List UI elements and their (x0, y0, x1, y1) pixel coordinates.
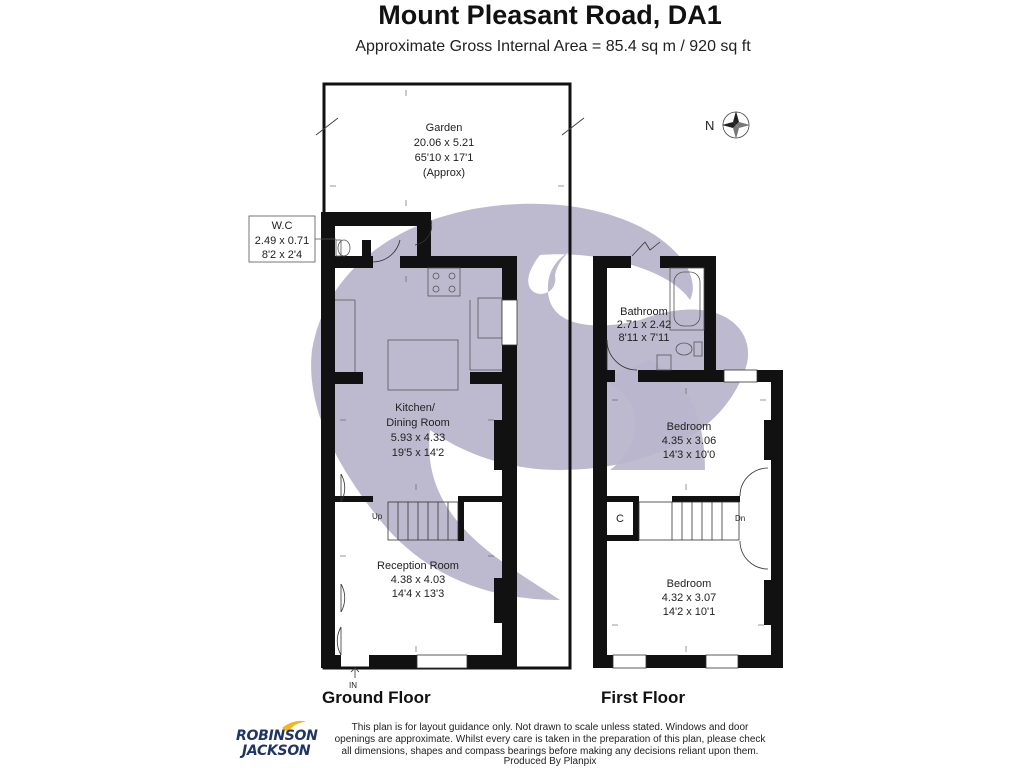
first-floor-label: First Floor (601, 688, 686, 707)
boundary-break-right (562, 118, 584, 135)
cupboard-label: C (616, 513, 624, 525)
logo-line-2: JACKSON (242, 743, 311, 759)
bathroom-metric: 2.71 x 2.42 (616, 319, 672, 331)
bathroom-name: Bathroom (620, 306, 668, 318)
agent-logo (236, 718, 316, 764)
ground-floor-label: Ground Floor (322, 688, 431, 707)
kitchen-imperial: 19'5 x 14'2 (391, 447, 445, 459)
disclaimer-text: This plan is for layout guidance only. Not drawn to scale unless stated. Windows and door openings are approximate. Whilst every care is taken in the preparation of this plan, please check all dimensions, shapes and compass bearings before making any decisions reliant upon them. (334, 722, 766, 757)
bedroom1-name: Bedroom (666, 421, 712, 433)
bedroom1-imperial: 14'3 x 10'0 (662, 449, 716, 461)
wc-metric: 2.49 x 0.71 (254, 235, 310, 247)
wc-imperial: 8'2 x 2'4 (261, 249, 303, 261)
reception-metric: 4.38 x 4.03 (390, 574, 446, 586)
garden-note: (Approx) (422, 167, 466, 179)
compass-north-label: N (705, 118, 715, 133)
reception-name: Reception Room (377, 560, 459, 572)
bedroom1-metric: 4.35 x 3.06 (661, 435, 717, 447)
wc-toilet (336, 240, 350, 256)
stairs-up-label: Up (372, 512, 383, 521)
reception-imperial: 14'4 x 13'3 (391, 588, 445, 600)
bedroom2-metric: 4.32 x 3.07 (661, 592, 717, 604)
bedroom2-imperial: 14'2 x 10'1 (662, 606, 716, 618)
garden-imperial: 65'10 x 17'1 (414, 152, 474, 164)
plan-title: Mount Pleasant Road, DA1 (378, 0, 722, 30)
stairs-down-label: Dn (735, 514, 746, 523)
bathroom-imperial: 8'11 x 7'11 (618, 332, 670, 344)
produced-by-text: Produced By Planpix (503, 756, 597, 767)
kitchen-name-line2: Dining Room (386, 417, 450, 429)
first-floor-stairs (639, 502, 739, 540)
logo-line-1: ROBINSON (236, 728, 318, 744)
kitchen-name: Kitchen/ (395, 402, 435, 414)
garden-metric: 20.06 x 5.21 (413, 137, 475, 149)
entrance-label: IN (349, 681, 357, 690)
wc-name: W.C (271, 220, 293, 232)
boundary-break-left (316, 118, 338, 135)
gross-area-subtitle: Approximate Gross Internal Area = 85.4 sq m / 920 sq ft (355, 38, 751, 55)
kitchen-metric: 5.93 x 4.33 (390, 432, 446, 444)
garden-name: Garden (425, 122, 463, 134)
bedroom2-name: Bedroom (666, 578, 712, 590)
compass-icon (705, 111, 750, 139)
